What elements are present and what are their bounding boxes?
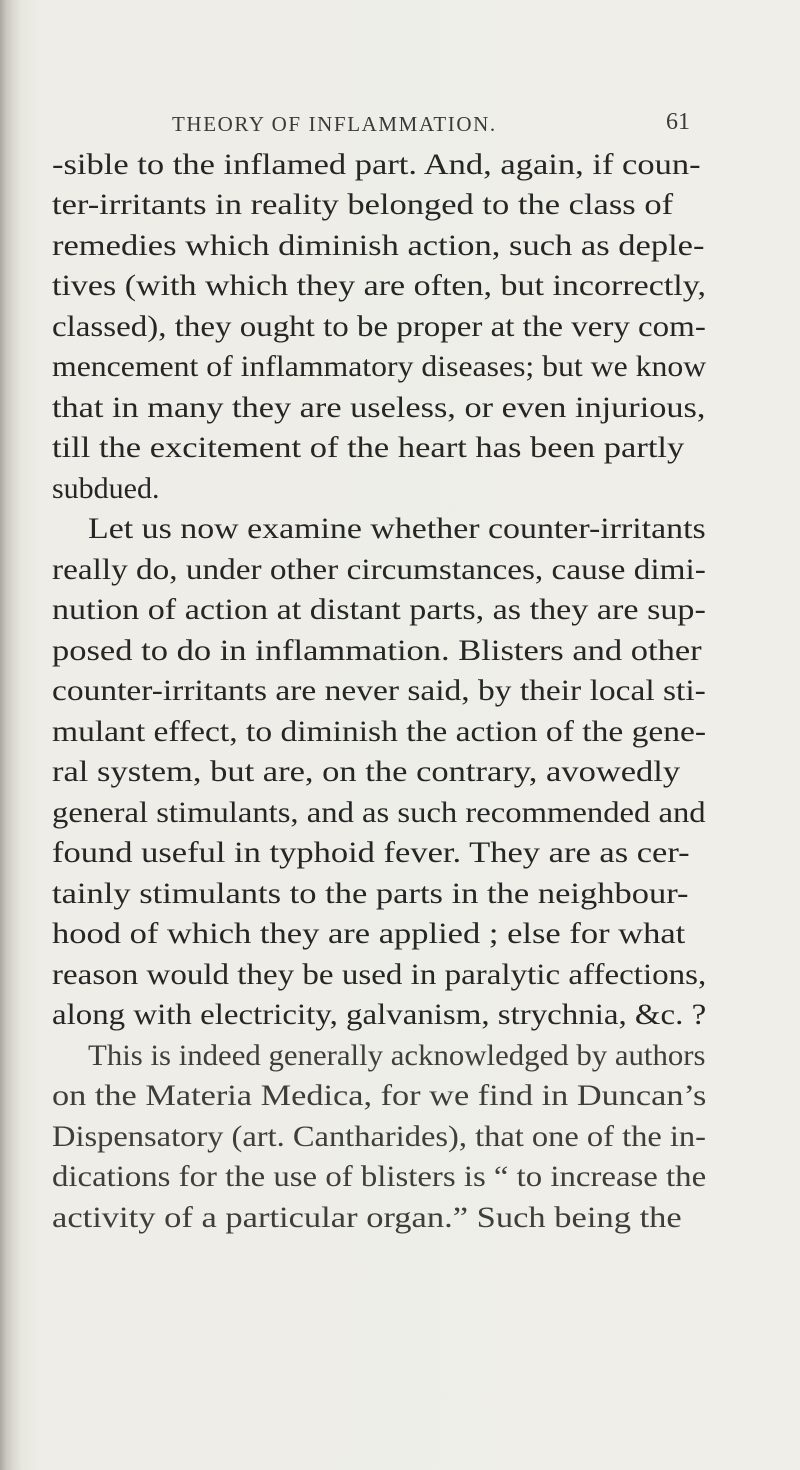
text-line: really do, under other circumstances, cause dimi-	[52, 553, 706, 586]
binding-edge	[0, 0, 22, 1470]
page-number: 61	[666, 109, 690, 135]
text-line: tives (with which they are often, but incorrectly,	[52, 269, 707, 302]
text-line: general stimulants, and as such recommended and	[52, 796, 706, 829]
text-line: Dispensatory (art. Cantharides), that one of the in-	[52, 1120, 706, 1153]
text-line: mencement of inflammatory diseases; but we know	[52, 350, 707, 383]
text-line: remedies which diminish action, such as deple-	[52, 229, 705, 262]
running-title: THEORY OF INFLAMMATION.	[172, 112, 497, 136]
text-line: that in many they are useless, or even injurious,	[52, 391, 706, 424]
text-line: tainly stimulants to the parts in the neighbour-	[52, 877, 689, 910]
text-line: This is indeed generally acknowledged by authors	[88, 1039, 706, 1072]
text-line: Let us now examine whether counter-irritants	[88, 512, 706, 545]
text-line: till the excitement of the heart has been partly	[52, 431, 685, 464]
text-line: counter-irritants are never said, by their local sti-	[52, 674, 706, 707]
text-line: dications for the use of blisters is “ to increase the	[52, 1160, 707, 1193]
text-line: reason would they be used in paralytic affections,	[52, 958, 707, 991]
text-line: along with electricity, galvanism, strychnia, &c. ?	[52, 998, 707, 1031]
text-line: hood of which they are applied ; else for what	[52, 917, 686, 950]
text-line: activity of a particular organ.” Such being the	[52, 1201, 682, 1234]
text-line: subdued.	[52, 472, 160, 505]
text-line: nution of action at distant parts, as they are sup-	[52, 593, 706, 626]
text-line: ral system, but are, on the contrary, avowedly	[52, 755, 681, 788]
text-line: classed), they ought to be proper at the very com-	[52, 310, 706, 343]
text-line: mulant effect, to diminish the action of the gene-	[52, 715, 707, 748]
text-line: posed to do in inflammation. Blisters and other	[52, 634, 702, 667]
running-head	[0, 109, 800, 142]
text-line: ter-irritants in reality belonged to the class of	[52, 188, 674, 221]
text-line: -sible to the inflamed part. And, again, if coun-	[52, 148, 701, 181]
text-line: on the Materia Medica, for we find in Duncan’s	[52, 1079, 707, 1112]
text-line: found useful in typhoid fever. They are as cer-	[52, 836, 690, 869]
